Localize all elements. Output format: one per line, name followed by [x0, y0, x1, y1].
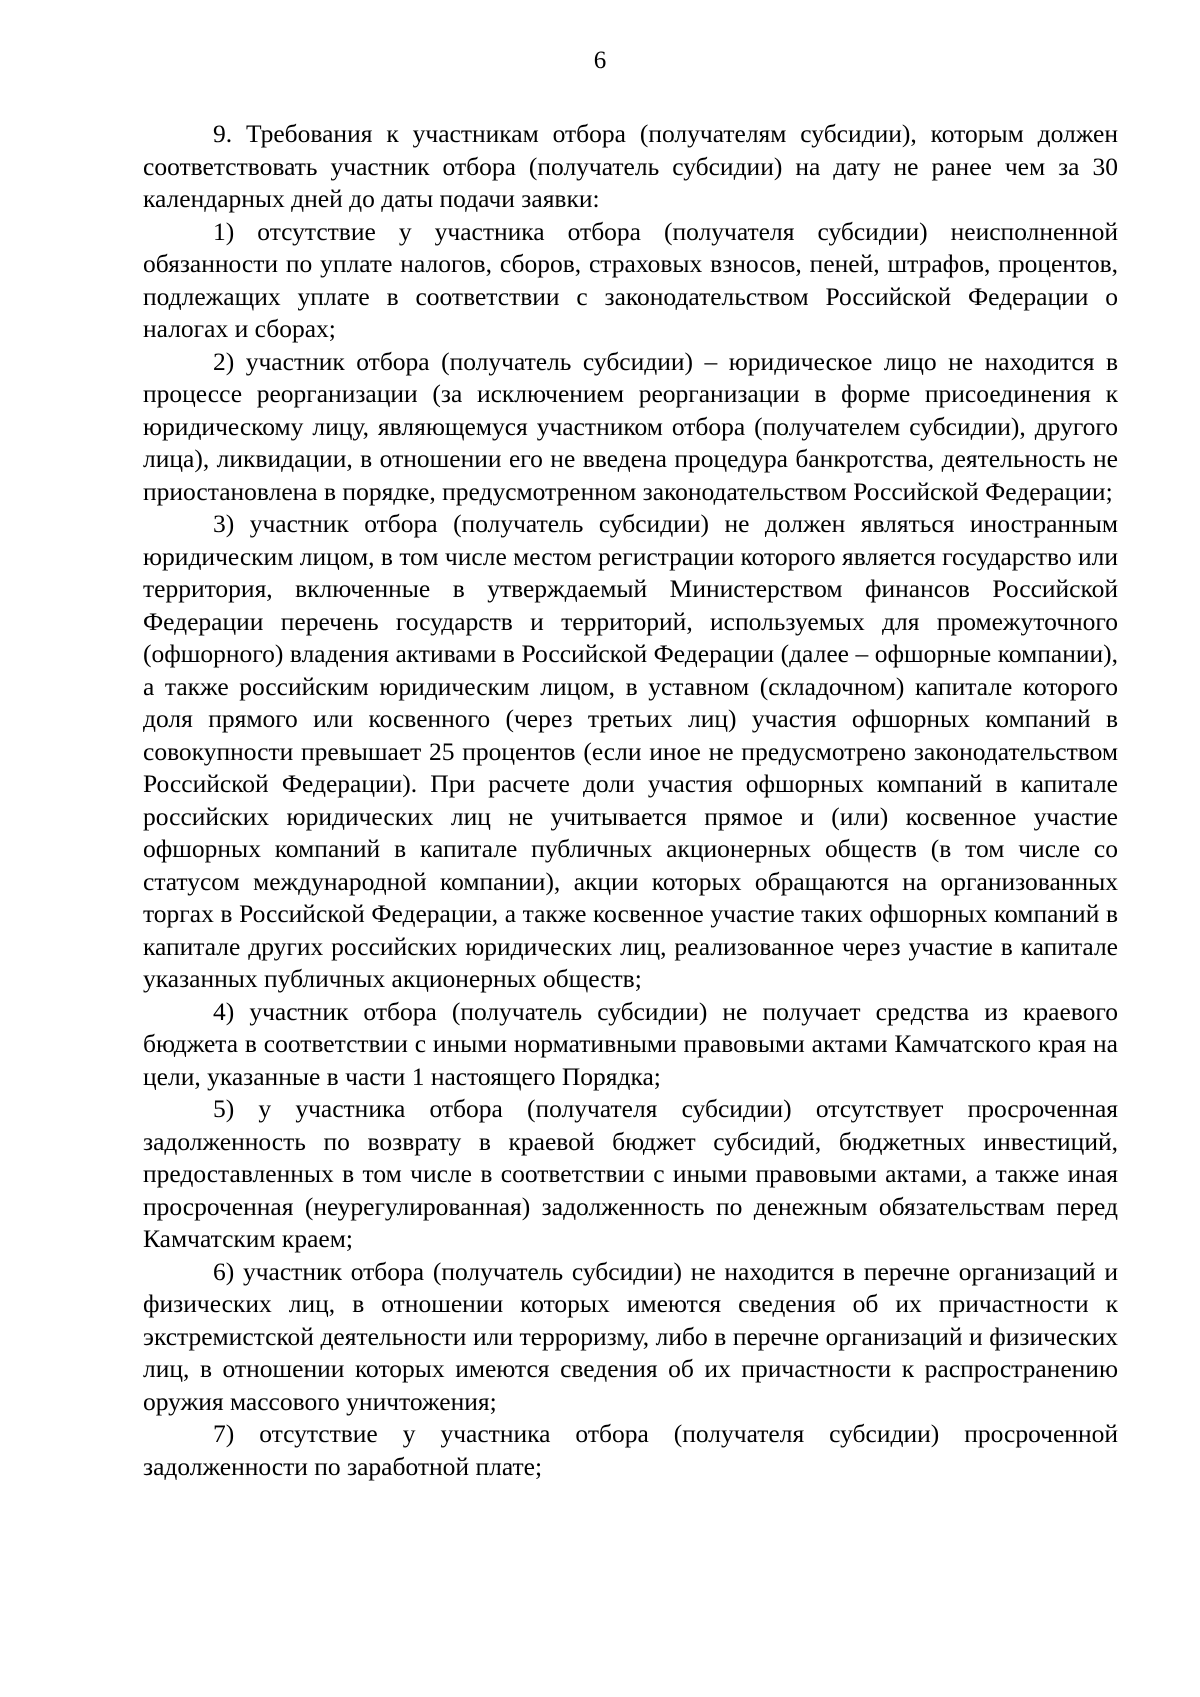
paragraph-item-3: 3) участник отбора (получатель субсидии) не должен являться иностранным юридическим лицом, в том числе местом регистрации которого является государство или территория, включенные в утверждаемый Министерством финансов Российской Федерации перечень государств и территорий, используемых для промежуточного (офшорного) владения активами в Российской Федерации (далее – офшорные компании), а также российским юридическим лицом, в уставном (складочном) капитале которого доля прямого или косвенного (через третьих лиц) участия офшорных компаний в совокупности превышает 25 процентов (если иное не предусмотрено законодательством Российской Федерации). При расчете доли участия офшорных компаний в капитале российских юридических лиц не учитывается прямое и (или) косвенное участие офшорных компаний в капитале публичных акционерных обществ (в том числе со статусом международной компании), акции которых обращаются на организованных торгах в Российской Федерации, а также косвенное участие таких офшорных компаний в капитале других российских юридических лиц, реализованное через участие в капитале указанных публичных акционерных обществ; — [143, 509, 1118, 993]
document-body — [143, 118, 1118, 1483]
paragraph-item-2: 2) участник отбора (получатель субсидии) – юридическое лицо не находится в процессе реорганизации (за исключением реорганизации в форме присоединения к юридическому лицу, являющемуся участником отбора (получателем субсидии), другого лица), ликвидации, в отношении его не введена процедура банкротства, деятельность не приостановлена в порядке, предусмотренном законодательством Российской Федерации; — [143, 346, 1118, 506]
paragraph-9-requirements: 9. Требования к участникам отбора (получателям субсидии), которым должен соответствовать участник отбора (получатель субсидии) на дату не ранее чем за 30 календарных дней до даты подачи заявки: — [143, 119, 1118, 213]
paragraph-item-5: 5) у участника отбора (получателя субсидии) отсутствует просроченная задолженность по возврату в краевой бюджет субсидий, бюджетных инвестиций, предоставленных в том числе в соответствии с иными правовыми актами, а также иная просроченная (неурегулированная) задолженность по денежным обязательствам перед Камчатским краем; — [143, 1094, 1118, 1253]
paragraph-item-7: 7) отсутствие у участника отбора (получателя субсидии) просроченной задолженности по заработной плате; — [143, 1419, 1118, 1481]
paragraph-item-1: 1) отсутствие у участника отбора (получателя субсидии) неисполненной обязанности по уплате налогов, сборов, страховых взносов, пеней, штрафов, процентов, подлежащих уплате в соответствии с законодательством Российской Федерации о налогах и сборах; — [143, 216, 1118, 343]
paragraph-item-6: 6) участник отбора (получатель субсидии) не находится в перечне организаций и физических лиц, в отношении которых имеются сведения об их причастности к экстремистской деятельности или терроризму, либо в перечне организаций и физических лиц, в отношении которых имеются сведения об их причастности к распространению оружия массового уничтожения; — [143, 1256, 1118, 1416]
paragraph-item-4: 4) участник отбора (получатель субсидии) не получает средства из краевого бюджета в соответствии с иными нормативными правовыми актами Камчатского края на цели, указанные в части 1 настоящего Порядка; — [143, 996, 1118, 1091]
page-number: 6 — [593, 47, 607, 74]
